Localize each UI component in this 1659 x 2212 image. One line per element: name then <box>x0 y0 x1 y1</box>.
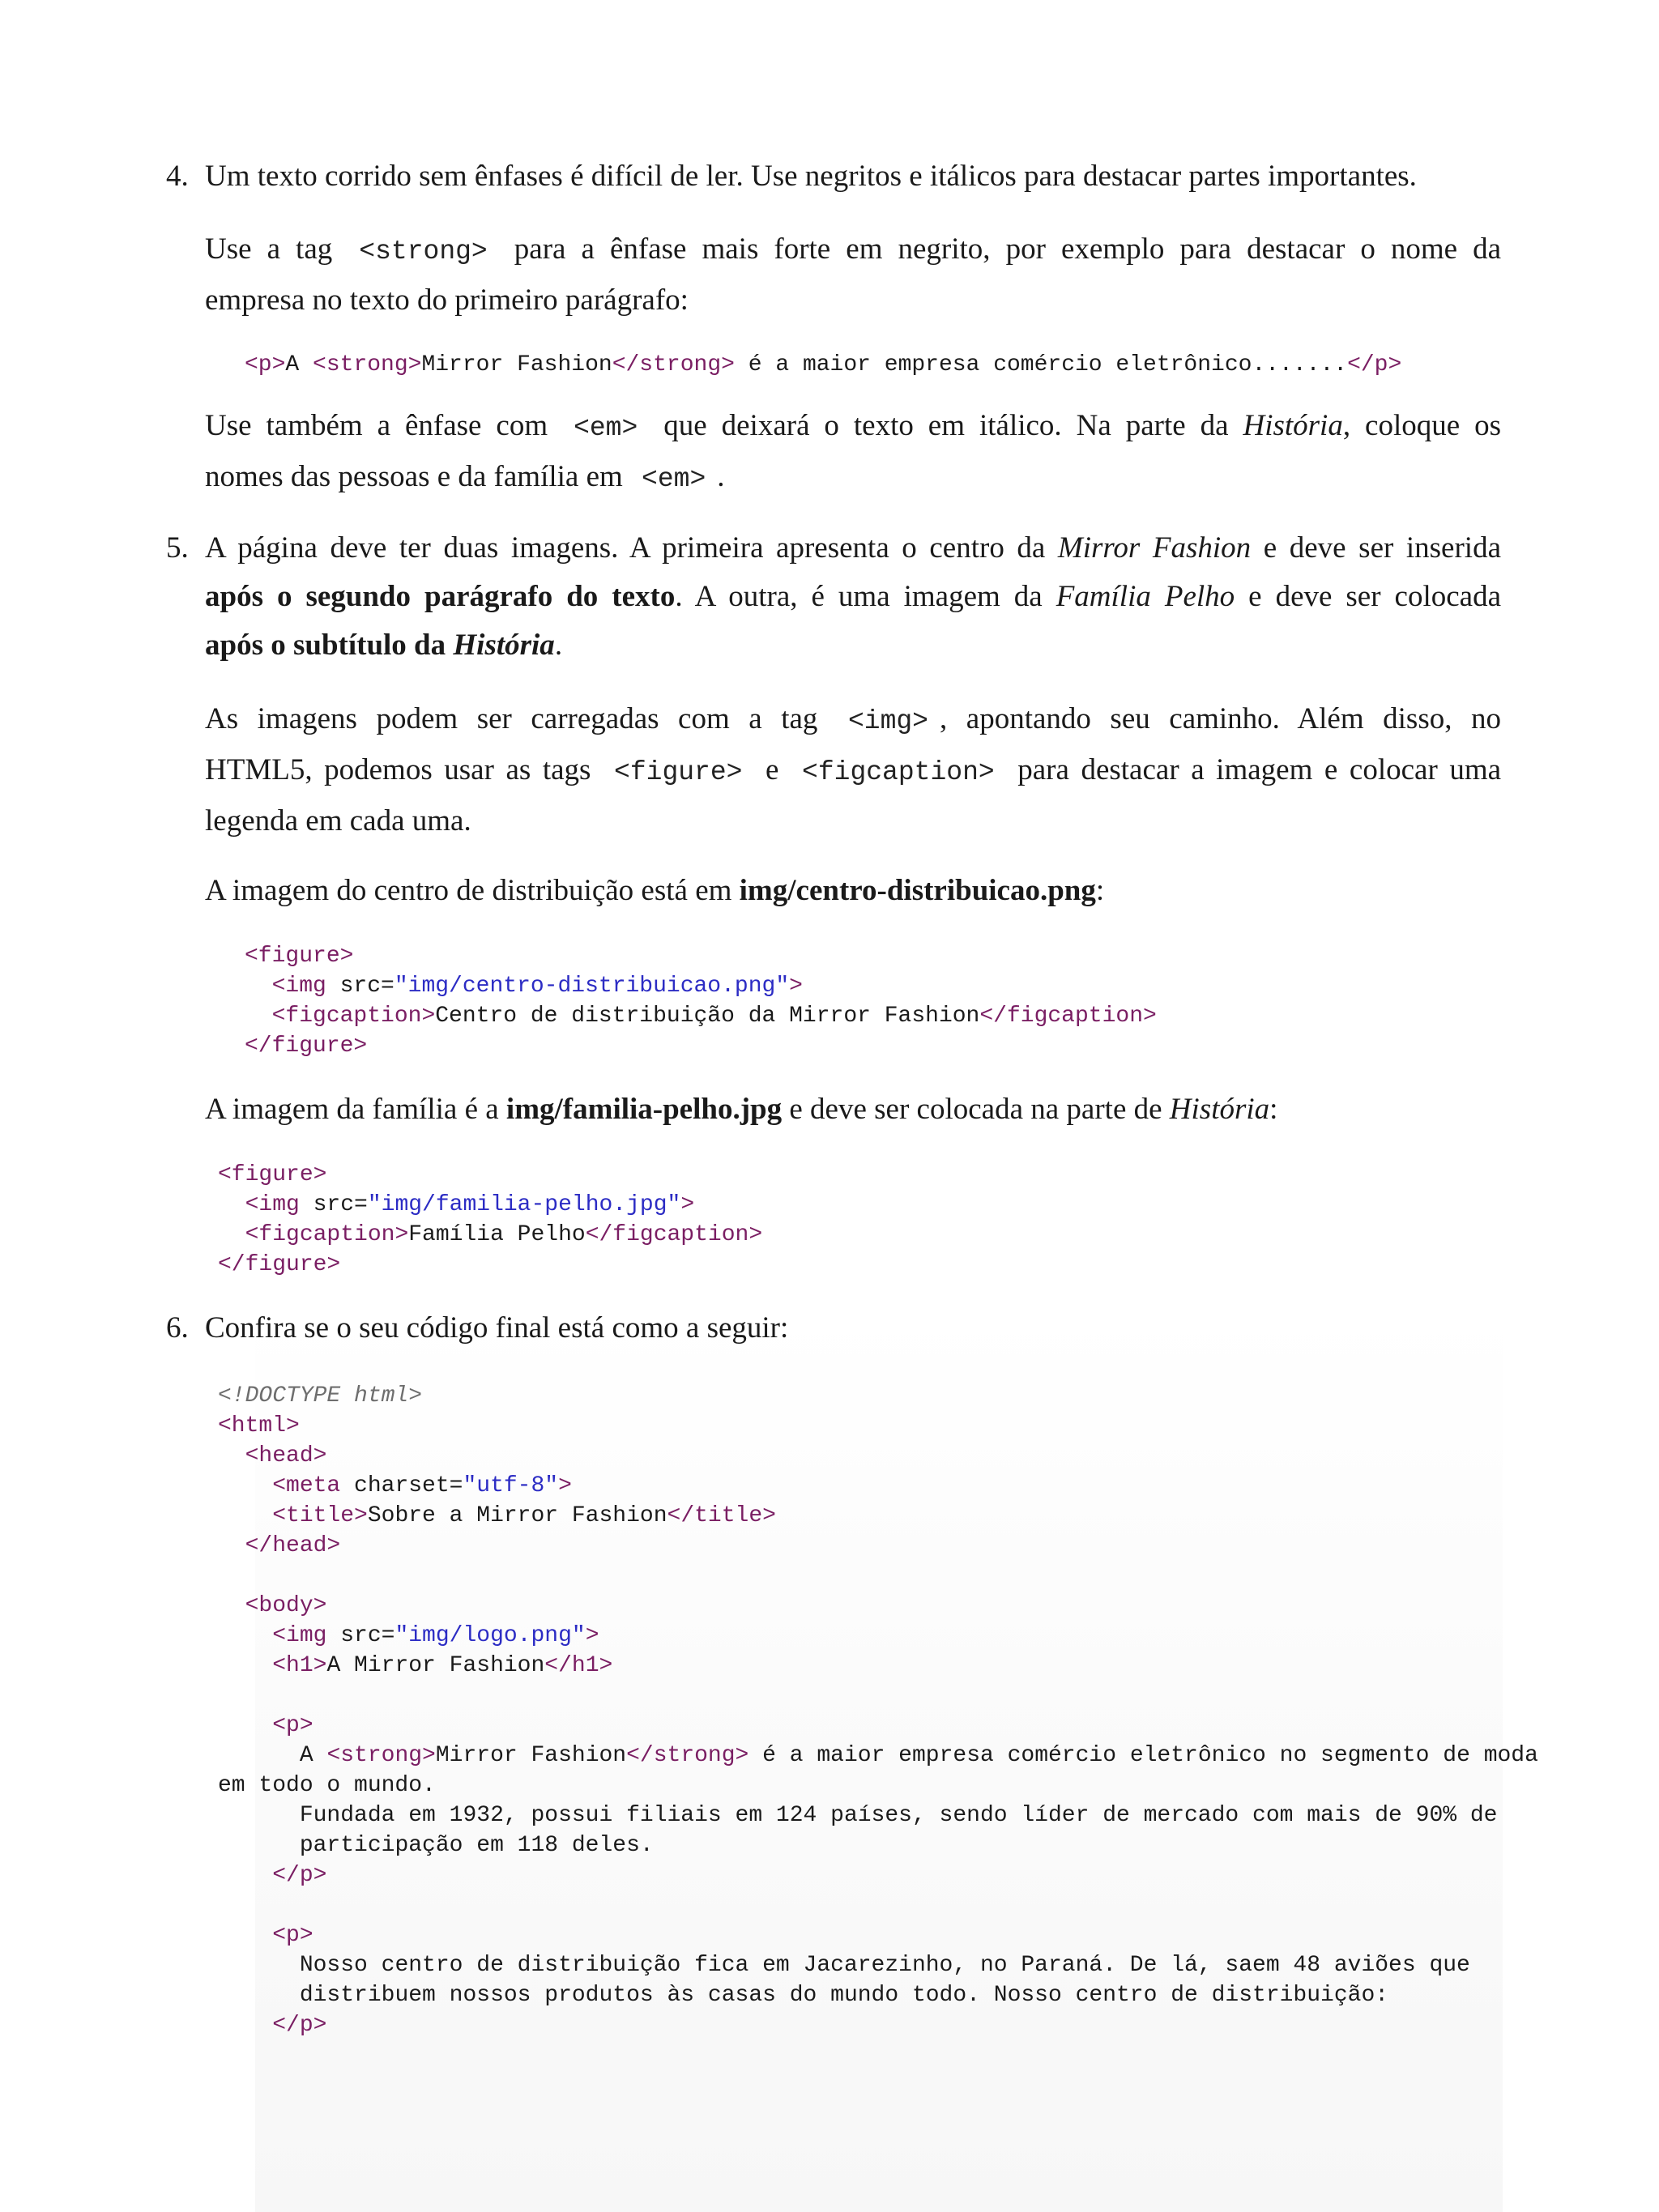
code-token: <meta <box>272 1473 341 1498</box>
code-token: </p> <box>1347 352 1402 377</box>
code-token: <p> <box>245 352 286 377</box>
italic-text: Família Pelho <box>1056 580 1235 613</box>
italic-text: Mirror Fashion <box>1057 531 1252 565</box>
inline-code: <img> <box>847 706 928 736</box>
code-token: </figure> <box>218 1252 341 1277</box>
paragraph <box>205 867 1501 915</box>
bold-text: img/familia-pelho.jpg <box>505 1093 783 1126</box>
paragraph-line <box>205 225 1501 276</box>
code-token: </p> <box>272 1863 327 1888</box>
code-token: A <box>299 1743 327 1768</box>
bold-text: após o subtítulo da <box>205 629 446 662</box>
paragraph-line <box>205 524 1501 573</box>
code-token: "img/familia-pelho.jpg" <box>367 1192 681 1217</box>
paragraph-text: : <box>1269 1093 1278 1126</box>
paragraph <box>205 1085 1501 1134</box>
code-token: </p> <box>272 2013 327 2038</box>
paragraph-text: que deixará o texto em itálico. Na parte da <box>663 409 1229 442</box>
list-number: 5. <box>166 531 189 565</box>
paragraph <box>205 402 1501 504</box>
code-token: <figcaption> <box>271 1004 436 1029</box>
paragraph-text: e <box>766 753 779 786</box>
paragraph-text: empresa no texto do primeiro parágrafo: <box>205 283 689 317</box>
inline-code: <figure> <box>614 757 743 787</box>
code-token: </head> <box>245 1533 341 1558</box>
paragraph-text: HTML5, podemos usar as tags <box>205 753 591 786</box>
code-token: Mirror Fashion <box>421 352 612 377</box>
code-token: "img/logo.png" <box>394 1623 586 1648</box>
paragraph-line <box>205 402 1501 453</box>
inline-code: <em> <box>574 413 638 443</box>
paragraph-text: para a ênfase mais forte em negrito, por exemplo para destacar o nome da <box>514 232 1502 266</box>
paragraph <box>205 524 1501 670</box>
paragraph <box>205 225 1501 325</box>
list-number: 4. <box>166 160 189 193</box>
code-token: Nosso centro de distribuição fica em Jacarezinho, no Paraná. De lá, saem 48 aviões que <box>299 1953 1470 1978</box>
bold-text: após o segundo parágrafo do texto <box>205 580 676 613</box>
code-token: <img <box>245 1192 300 1217</box>
code-token: > <box>789 974 803 999</box>
code-token: src= <box>326 974 394 999</box>
code-token: > <box>680 1192 695 1217</box>
paragraph-text: A imagem do centro de distribuição está em <box>205 874 732 907</box>
code-block <box>218 1381 1538 2040</box>
paragraph-text: e deve ser inserida <box>1263 531 1502 565</box>
code-token: </strong> <box>612 352 735 377</box>
code-token: </title> <box>667 1503 776 1528</box>
code-token: <figure> <box>218 1162 327 1187</box>
code-token: Família Pelho <box>408 1222 586 1247</box>
code-block <box>245 941 1157 1061</box>
code-token: <h1> <box>272 1653 327 1678</box>
list-number: 6. <box>166 1311 189 1345</box>
code-token: > <box>585 1623 599 1648</box>
code-token: <!DOCTYPE html> <box>218 1383 423 1409</box>
code-token: <title> <box>272 1503 368 1528</box>
paragraph-text: e deve ser colocada na parte de <box>789 1093 1162 1126</box>
code-token: <img <box>272 1623 327 1648</box>
code-token: <p> <box>272 1923 313 1948</box>
code-token: A <box>285 352 313 377</box>
code-token: em todo o mundo. <box>218 1773 436 1798</box>
inline-code: <strong> <box>359 237 488 266</box>
code-block <box>245 350 1401 380</box>
code-token: participação em 118 deles. <box>299 1833 654 1858</box>
paragraph-text: , coloque os <box>1342 409 1502 442</box>
paragraph-line <box>205 621 1501 670</box>
italic-text: História <box>1169 1093 1270 1126</box>
paragraph <box>205 1304 1501 1353</box>
code-token: </figure> <box>245 1034 368 1059</box>
code-token: <figcaption> <box>245 1222 409 1247</box>
paragraph-line <box>205 573 1501 621</box>
code-token: Centro de distribuição da Mirror Fashion <box>435 1004 980 1029</box>
code-token: </strong> <box>626 1743 749 1768</box>
paragraph-text: legenda em cada uma. <box>205 804 471 837</box>
code-token: <figure> <box>245 944 354 969</box>
paragraph-line <box>205 746 1501 797</box>
code-token: <strong> <box>326 1743 436 1768</box>
paragraph-text: Confira se o seu código final está como a seguir: <box>205 1311 789 1345</box>
code-token: Mirror Fashion <box>435 1743 627 1768</box>
code-token: </figcaption> <box>585 1222 763 1247</box>
code-token: é a maior empresa comércio eletrônico....... <box>734 352 1348 377</box>
paragraph-text: Um texto corrido sem ênfases é difícil de ler. Use negritos e itálicos para destacar partes importantes. <box>205 160 1417 193</box>
inline-code: <figcaption> <box>802 757 995 787</box>
paragraph-text: Use a tag <box>205 232 333 266</box>
code-token: <head> <box>245 1443 327 1468</box>
paragraph-line <box>205 695 1501 746</box>
code-token: > <box>558 1473 572 1498</box>
paragraph-text: . <box>554 629 563 662</box>
code-token: charset= <box>340 1473 463 1498</box>
paragraph-text: A imagem da família é a <box>205 1093 499 1126</box>
code-token: src= <box>326 1623 395 1648</box>
code-token: Fundada em 1932, possui filiais em 124 países, sendo líder de mercado com mais de 90% de <box>299 1803 1498 1828</box>
paragraph-text: . <box>717 460 725 493</box>
code-token: é a maior empresa comércio eletrônico no segmento de moda <box>748 1743 1538 1768</box>
code-token: </figcaption> <box>979 1004 1157 1029</box>
paragraph-text: para destacar a imagem e colocar uma <box>1017 753 1502 786</box>
paragraph-text: As imagens podem ser carregadas com a tag <box>205 702 818 735</box>
code-token: Sobre a Mirror Fashion <box>367 1503 667 1528</box>
code-token: distribuem nossos produtos às casas do mundo todo. Nosso centro de distribuição: <box>299 1983 1389 2008</box>
code-token: </h1> <box>544 1653 613 1678</box>
italic-text: História <box>1243 409 1343 442</box>
paragraph <box>205 152 1501 201</box>
paragraph-line <box>205 453 1501 504</box>
code-token: <p> <box>272 1713 313 1738</box>
paragraph-text: e deve ser colocada <box>1248 580 1502 613</box>
paragraph-text: Use também a ênfase com <box>205 409 548 442</box>
code-token: <body> <box>245 1593 327 1618</box>
code-token: src= <box>299 1192 368 1217</box>
code-block <box>218 1160 762 1280</box>
code-token: <strong> <box>313 352 422 377</box>
inline-code: <em> <box>642 464 706 494</box>
code-token: <html> <box>218 1413 300 1438</box>
bold-text: img/centro-distribuicao.png <box>739 874 1096 907</box>
code-token: "img/centro-distribuicao.png" <box>394 974 790 999</box>
bold-italic-text: História <box>453 629 555 662</box>
paragraph <box>205 695 1501 846</box>
code-token: "utf-8" <box>463 1473 559 1498</box>
code-token: A Mirror Fashion <box>326 1653 545 1678</box>
paragraph-text: , apontando seu caminho. Além disso, no <box>940 702 1501 735</box>
paragraph-text: nomes das pessoas e da família em <box>205 460 623 493</box>
paragraph-text: : <box>1095 874 1105 907</box>
paragraph-text: . A outra, é uma imagem da <box>675 580 1043 613</box>
paragraph-text: A página deve ter duas imagens. A primeira apresenta o centro da <box>205 531 1046 565</box>
code-token: <img <box>271 974 326 999</box>
